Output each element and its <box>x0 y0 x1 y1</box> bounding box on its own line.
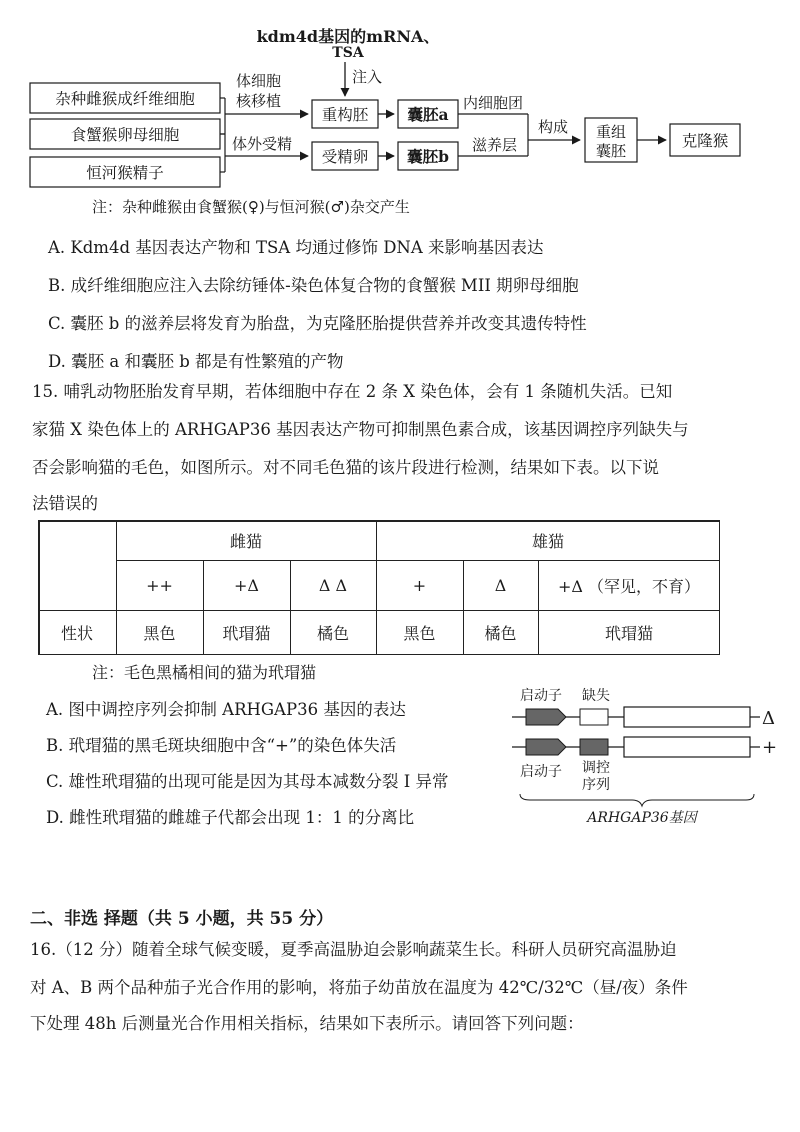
q15-line-1: 15. 哺乳动物胚胎发育早期，若体细胞中存在 2 条 X 染色体，会有 1 条随机失活。已知 <box>32 382 673 401</box>
clone-monkey-label: 克隆猴 <box>681 132 729 150</box>
gene-body-bottom <box>624 737 750 757</box>
recomb-label-2: 囊胚 <box>595 142 627 160</box>
nt-label-1: 体细胞 <box>236 72 282 90</box>
q15-option-b: B. 玳瑁猫的黑毛斑块细胞中含“+”的染色体失活 <box>46 736 397 755</box>
regulatory-label-1: 调控 <box>582 760 610 776</box>
genotype-cell: + <box>412 575 427 595</box>
genotype-cell: Δ Δ <box>318 575 348 595</box>
mrna-label: kdm4d基因的mRNA、 <box>256 27 440 46</box>
q15-option-c: C. 雄性玳瑁猫的出现可能是因为其母本减数分裂 I 异常 <box>46 772 449 791</box>
genotype-cell: Δ <box>494 575 507 595</box>
trait-cell: 黑色 <box>143 623 176 643</box>
oocyte-label: 食蟹猴卵母细胞 <box>70 126 180 144</box>
q14-option-b: B. 成纤维细胞应注入去除纺锤体-染色体复合物的食蟹猴 MII 期卵母细胞 <box>48 276 579 295</box>
q16-line-1: 16.（12 分）随着全球气候变暖，夏季高温胁迫会影响蔬菜生长。科研人员研究高温胁迫 <box>30 940 677 959</box>
icm-label: 内细胞团 <box>463 94 524 112</box>
blastocyst-b-label: 囊胚b <box>407 147 449 166</box>
q15-line-3: 否会影响猫的毛色，如图所示。对不同毛色猫的该片段进行检测，结果如下表。以下说 <box>32 458 659 477</box>
trait-cell: 黑色 <box>403 623 436 643</box>
q15-line-4: 法错误的 <box>32 494 98 513</box>
trait-cell: 橘色 <box>484 623 517 643</box>
q16-line-2: 对 A、B 两个品种茄子光合作用的影响，将茄子幼苗放在温度为 42℃/32℃（昼/夜）条件 <box>30 978 688 997</box>
table-note: 注：毛色黑橘相间的猫为玳瑁猫 <box>92 663 317 682</box>
deletion-box <box>580 709 608 725</box>
ivf-label: 体外受精 <box>232 135 293 153</box>
gene-name-label: ARHGAP36基因 <box>587 810 697 826</box>
flowchart-note: 注：杂种雌猴由食蟹猴(♀)与恒河猴(♂)杂交产生 <box>92 198 410 216</box>
q15-line-2: 家猫 X 染色体上的 ARHGAP36 基因表达产物可抑制黑色素合成，该基因调控序列缺失与 <box>32 420 689 439</box>
trait-row-label: 性状 <box>60 623 93 643</box>
q14-option-c: C. 囊胚 b 的滋养层将发育为胎盘，为克隆胚胎提供营养并改变其遗传特性 <box>48 314 587 333</box>
inject-label: 注入 <box>352 68 383 86</box>
female-header: 雌猫 <box>229 531 262 551</box>
recomb-label-1: 重组 <box>595 123 627 141</box>
promoter-arrow-top <box>526 709 566 725</box>
trait-cell: 玳瑁猫 <box>222 623 271 643</box>
gene-brace <box>520 794 754 806</box>
male-header: 雄猫 <box>531 531 564 551</box>
genotype-cell: ++ <box>146 575 173 595</box>
trait-cell: 橘色 <box>316 623 349 643</box>
blastocyst-a-label: 囊胚a <box>407 105 449 124</box>
promoter-label-top: 启动子 <box>520 688 562 704</box>
embryo-flowchart <box>0 0 800 225</box>
trait-cell: 玳瑁猫 <box>604 623 653 643</box>
nt-label-2: 核移植 <box>236 92 282 110</box>
q15-option-d: D. 雌性玳瑁猫的雌雄子代都会出现 1：1 的分离比 <box>46 808 415 827</box>
delta-allele-symbol: Δ <box>762 708 775 729</box>
trophoblast-label: 滋养层 <box>472 136 518 154</box>
q15-option-a: A. 图中调控序列会抑制 ARHGAP36 基因的表达 <box>46 700 406 719</box>
gene-diagram <box>500 680 800 830</box>
section2-heading: 二、非选 择题（共 5 小题，共 55 分） <box>30 909 334 929</box>
q14-option-a: A. Kdm4d 基因表达产物和 TSA 均通过修饰 DNA 来影响基因表达 <box>48 238 544 257</box>
promoter-label-bottom: 启动子 <box>520 764 562 780</box>
fibroblast-label: 杂种雌猴成纤维细胞 <box>55 90 195 108</box>
genotype-cell: +Δ <box>234 575 259 595</box>
recon-embryo-label: 重构胚 <box>321 106 369 124</box>
q16-line-3: 下处理 48h 后测量光合作用相关指标，结果如下表所示。请回答下列问题： <box>30 1014 584 1033</box>
tsa-label: TSA <box>332 45 364 61</box>
q14-option-d: D. 囊胚 a 和囊胚 b 都是有性繁殖的产物 <box>48 352 344 371</box>
zygote-label: 受精卵 <box>321 148 369 166</box>
plus-allele-symbol: + <box>762 737 778 758</box>
cat-color-table <box>38 520 720 655</box>
regulatory-seq-box <box>580 739 608 755</box>
genotype-cell: +Δ （罕见，不育） <box>557 576 701 596</box>
gene-body-top <box>624 707 750 727</box>
regulatory-label-2: 序列 <box>582 777 610 793</box>
compose-label: 构成 <box>538 118 569 136</box>
deletion-label: 缺失 <box>582 688 610 704</box>
sperm-label: 恒河猴精子 <box>86 164 164 182</box>
promoter-arrow-bottom <box>526 739 566 755</box>
